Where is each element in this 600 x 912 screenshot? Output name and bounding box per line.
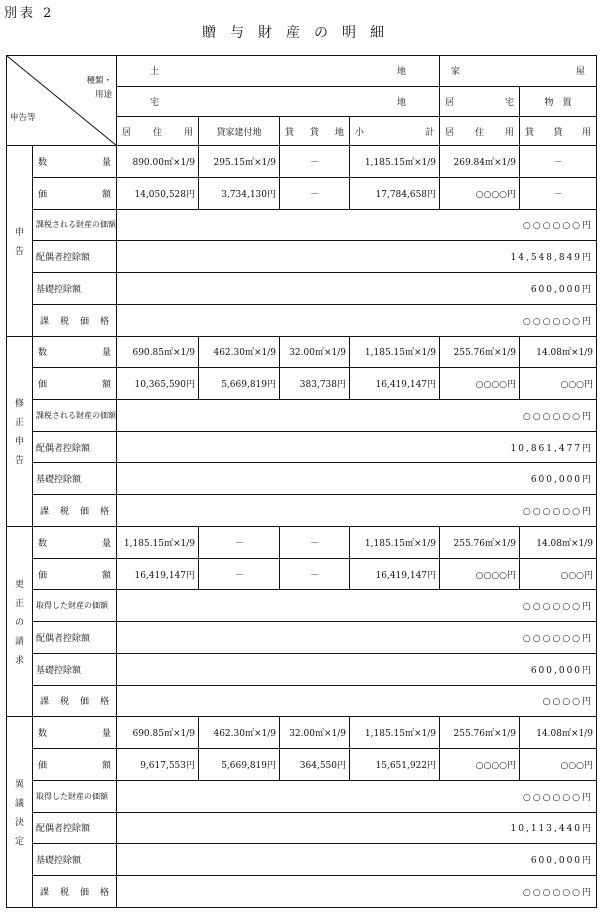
qty-cell: 1,185.15㎡×1/9: [350, 146, 440, 178]
sub-res: 居 住 用: [117, 117, 199, 146]
corner-kind: 種類・: [86, 76, 112, 86]
basic-deduction-label: 基礎控除額: [33, 653, 117, 685]
price-cell: 364,550円: [280, 749, 350, 781]
property-value: ○○○○○○円: [117, 399, 597, 431]
price-cell: 3,734,130円: [199, 177, 280, 209]
section-0-qty-row: [7, 146, 597, 178]
qty-cell: 462.30㎡×1/9: [199, 717, 280, 749]
price-cell: 16,419,147円: [350, 558, 440, 590]
qty-cell: 255.76㎡×1/9: [440, 526, 520, 558]
price-label: 価 額: [33, 368, 117, 400]
price-cell: ○○○円: [520, 749, 597, 781]
qty-label: 数 量: [33, 146, 117, 178]
property-value-label: 課税される財産の価額: [33, 399, 117, 431]
land-header: 土 地: [117, 56, 440, 87]
section-2-price-row: [7, 558, 597, 590]
section-1-value-row: [7, 399, 597, 431]
section-3-name: 異 議 決 定: [7, 717, 33, 908]
taxable-price-value: ○○○○○○円: [117, 495, 597, 527]
price-cell: 14,050,528円: [117, 177, 199, 209]
section-3-spouse-row: [7, 812, 597, 844]
basic-deduction-value: 600,000円: [117, 844, 597, 876]
price-cell: 17,784,658円: [350, 177, 440, 209]
spouse-deduction-value: 10,861,477円: [117, 431, 597, 463]
price-cell: 383,738円: [280, 368, 350, 400]
qty-label: 数 量: [33, 526, 117, 558]
table-body: [7, 56, 597, 908]
qty-label: 数 量: [33, 717, 117, 749]
price-cell: 10,365,590円: [117, 368, 199, 400]
price-cell: ○○○○円: [440, 368, 520, 400]
property-value-label: 取得した財産の価額: [33, 590, 117, 622]
section-3-basic-row: [7, 844, 597, 876]
section-2-qty-row: [7, 526, 597, 558]
qty-cell: 14.08㎡×1/9: [520, 336, 597, 368]
qty-cell: 32.00㎡×1/9: [280, 336, 350, 368]
corner-declare: 申告等: [10, 113, 36, 124]
sub-hres: 居 住 用: [440, 117, 520, 146]
price-cell: 16,419,147円: [117, 558, 199, 590]
qty-cell: 255.76㎡×1/9: [440, 336, 520, 368]
section-1-basic-row: [7, 463, 597, 495]
price-cell: －: [280, 177, 350, 209]
taxable-price-value: ○○○○○○円: [117, 304, 597, 336]
section-2-basic-row: [7, 653, 597, 685]
qty-cell: 1,185.15㎡×1/9: [117, 526, 199, 558]
price-cell: －: [199, 558, 280, 590]
property-value: ○○○○○○円: [117, 590, 597, 622]
price-cell: 9,617,553円: [117, 749, 199, 781]
section-1-taxable-row: [7, 495, 597, 527]
section-3-taxable-row: [7, 876, 597, 908]
qty-cell: 890.00㎡×1/9: [117, 146, 199, 178]
basic-deduction-value: 600,000円: [117, 653, 597, 685]
price-cell: ○○○円: [520, 558, 597, 590]
qty-cell: －: [199, 526, 280, 558]
section-0-taxable-row: [7, 304, 597, 336]
sub-subtotal: 小 計: [350, 117, 440, 146]
sub-rent: 貸 貸 地: [280, 117, 350, 146]
qty-cell: 14.08㎡×1/9: [520, 717, 597, 749]
basic-deduction-label: 基礎控除額: [33, 463, 117, 495]
section-1-qty-row: [7, 336, 597, 368]
price-cell: ○○○○円: [440, 558, 520, 590]
diagonal-line: [7, 56, 116, 145]
sub-hrent: 貸 貸 用: [520, 117, 597, 146]
gift-property-table: [6, 55, 597, 908]
qty-cell: 32.00㎡×1/9: [280, 717, 350, 749]
section-2-taxable-row: [7, 685, 597, 717]
spouse-deduction-value: 14,548,849円: [117, 241, 597, 273]
spouse-deduction-value: ○○○○○○円: [117, 622, 597, 654]
header-row-1: [7, 56, 597, 87]
section-2-value-row: [7, 590, 597, 622]
price-label: 価 額: [33, 177, 117, 209]
price-cell: ○○○○円: [440, 749, 520, 781]
qty-cell: 1,185.15㎡×1/9: [350, 717, 440, 749]
qty-cell: 462.30㎡×1/9: [199, 336, 280, 368]
residence-header: 居 宅: [440, 86, 520, 117]
taxable-price-value: ○○○○○○円: [117, 876, 597, 908]
property-value: ○○○○○○円: [117, 209, 597, 241]
price-cell: 5,669,819円: [199, 368, 280, 400]
spouse-deduction-label: 配偶者控除額: [33, 241, 117, 273]
qty-cell: 255.76㎡×1/9: [440, 717, 520, 749]
basic-deduction-label: 基礎控除額: [33, 844, 117, 876]
spouse-deduction-label: 配偶者控除額: [33, 622, 117, 654]
qty-label: 数 量: [33, 336, 117, 368]
property-value-label: 課税される財産の価額: [33, 209, 117, 241]
page-title: 贈与財産の明細: [202, 25, 398, 41]
qty-cell: 1,185.15㎡×1/9: [350, 336, 440, 368]
qty-cell: 295.15㎡×1/9: [199, 146, 280, 178]
sub-lend: 貸家建付地: [199, 117, 280, 146]
basic-deduction-value: 600,000円: [117, 273, 597, 305]
qty-cell: －: [520, 146, 597, 178]
takuchi-header: 宅 地: [117, 86, 440, 117]
taxable-price-label: 課 税 価 格: [33, 876, 117, 908]
section-1-price-row: [7, 368, 597, 400]
price-cell: －: [280, 558, 350, 590]
qty-cell: 690.85㎡×1/9: [117, 717, 199, 749]
section-1-name: 修 正 申 告: [7, 336, 33, 526]
price-cell: 16,419,147円: [350, 368, 440, 400]
basic-deduction-label: 基礎控除額: [33, 273, 117, 305]
price-cell: －: [520, 177, 597, 209]
taxable-price-label: 課 税 価 格: [33, 685, 117, 717]
qty-cell: 1,185.15㎡×1/9: [350, 526, 440, 558]
price-cell: 5,669,819円: [199, 749, 280, 781]
price-cell: ○○○円: [520, 368, 597, 400]
price-cell: 15,651,922円: [350, 749, 440, 781]
table-number: 別表 2: [4, 6, 55, 21]
price-cell: ○○○○円: [440, 177, 520, 209]
price-label: 価 額: [33, 749, 117, 781]
section-0-price-row: [7, 177, 597, 209]
property-value-label: 取得した財産の価額: [33, 780, 117, 812]
qty-cell: 269.84㎡×1/9: [440, 146, 520, 178]
price-label: 価 額: [33, 558, 117, 590]
taxable-price-label: 課 税 価 格: [33, 304, 117, 336]
spouse-deduction-label: 配偶者控除額: [33, 431, 117, 463]
section-3-value-row: [7, 780, 597, 812]
basic-deduction-value: 600,000円: [117, 463, 597, 495]
section-0-name: 申 告: [7, 146, 33, 336]
section-0-spouse-row: [7, 241, 597, 273]
house-header: 家 屋: [440, 56, 597, 87]
section-3-qty-row: [7, 717, 597, 749]
qty-cell: 690.85㎡×1/9: [117, 336, 199, 368]
property-value: ○○○○○○円: [117, 780, 597, 812]
taxable-price-label: 課 税 価 格: [33, 495, 117, 527]
building-header: 物 置: [520, 86, 597, 117]
section-2-spouse-row: [7, 622, 597, 654]
section-2-name: 更 正 の 請 求: [7, 526, 33, 716]
taxable-price-value: ○○○○円: [117, 685, 597, 717]
qty-cell: －: [280, 146, 350, 178]
section-1-spouse-row: [7, 431, 597, 463]
section-0-value-row: [7, 209, 597, 241]
spouse-deduction-label: 配偶者控除額: [33, 812, 117, 844]
section-3-price-row: [7, 749, 597, 781]
corner-cell: [7, 56, 117, 146]
qty-cell: 14.08㎡×1/9: [520, 526, 597, 558]
section-0-basic-row: [7, 273, 597, 305]
corner-use: 用途: [94, 90, 112, 100]
qty-cell: －: [280, 526, 350, 558]
spouse-deduction-value: 10,113,440円: [117, 812, 597, 844]
